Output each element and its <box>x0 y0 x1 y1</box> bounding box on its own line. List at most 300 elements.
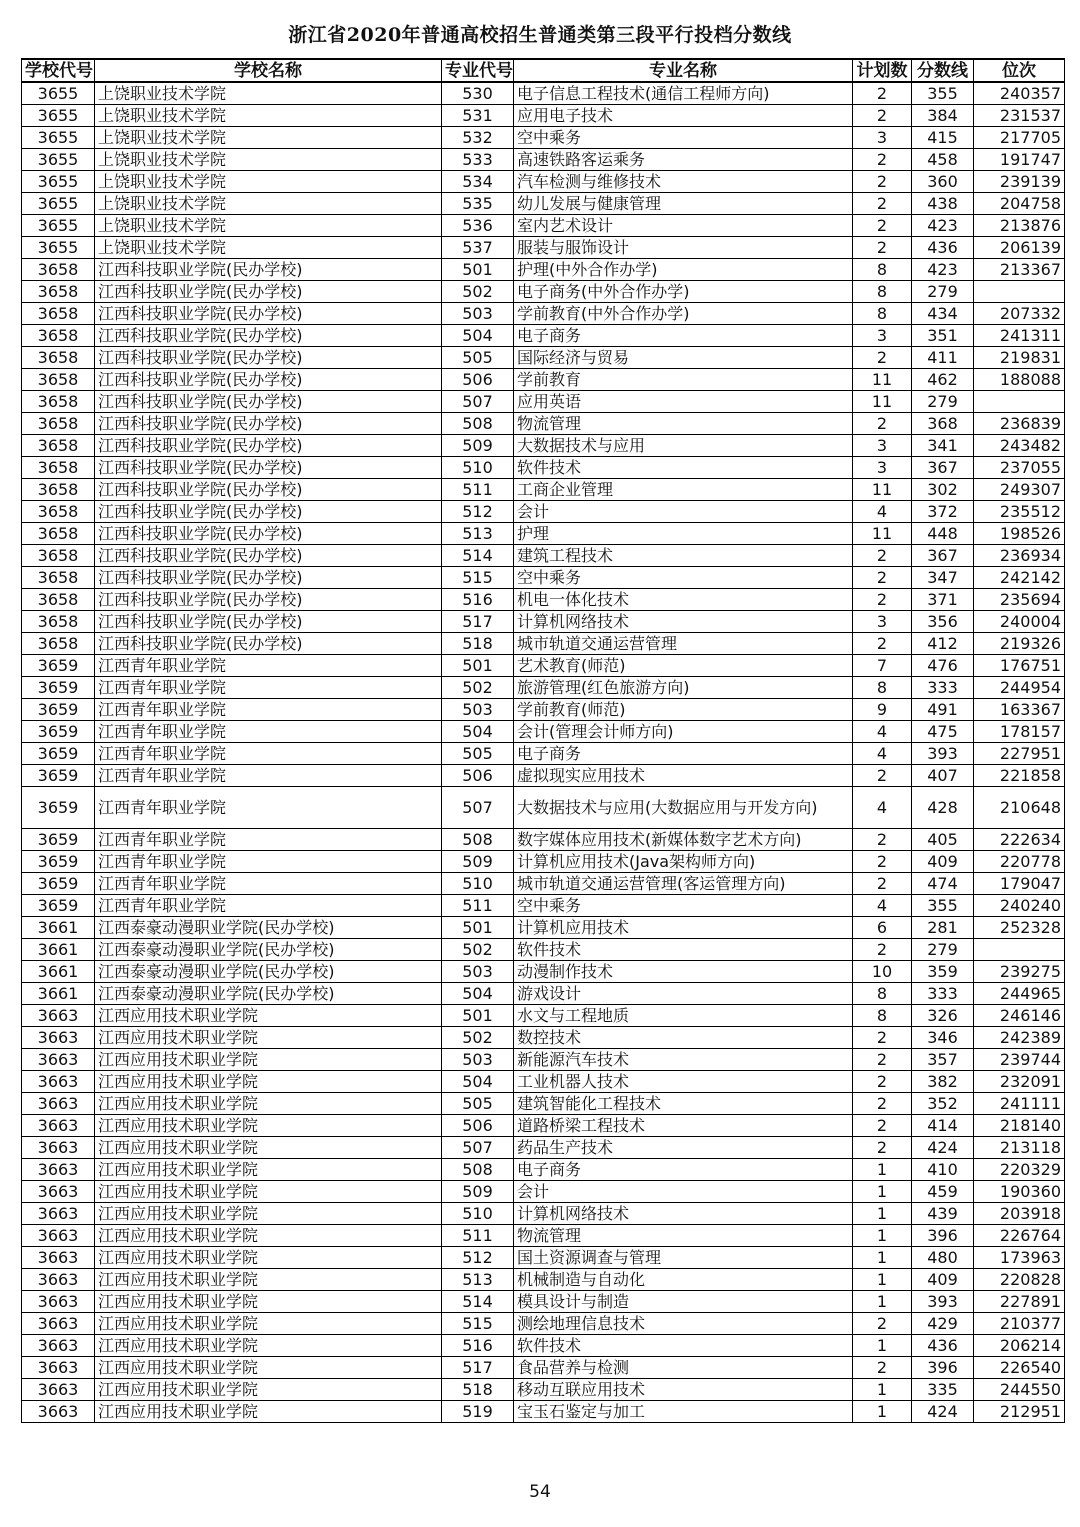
school-code-cell: 3663 <box>22 1225 95 1247</box>
table-row <box>22 939 1065 961</box>
school-name-cell: 上饶职业技术学院 <box>95 237 442 259</box>
rank-cell: 173963 <box>974 1247 1065 1269</box>
rank-cell: 207332 <box>974 303 1065 325</box>
rank-cell: 239139 <box>974 171 1065 193</box>
rank-cell: 249307 <box>974 479 1065 501</box>
school-code-cell: 3659 <box>22 743 95 765</box>
school-code-cell: 3658 <box>22 501 95 523</box>
school-name-cell: 江西应用技术职业学院 <box>95 1203 442 1225</box>
school-code-cell: 3655 <box>22 82 95 105</box>
plan-count-cell: 2 <box>853 1115 912 1137</box>
table-row <box>22 281 1065 303</box>
plan-count-cell: 2 <box>853 567 912 589</box>
major-name-cell: 软件技术 <box>514 457 853 479</box>
major-name-cell: 机电一体化技术 <box>514 589 853 611</box>
major-name-cell: 物流管理 <box>514 413 853 435</box>
table-header-row <box>22 59 1065 82</box>
table-row <box>22 917 1065 939</box>
major-code-cell: 504 <box>442 325 514 347</box>
major-code-cell: 537 <box>442 237 514 259</box>
school-code-cell: 3658 <box>22 523 95 545</box>
school-name-cell: 江西应用技术职业学院 <box>95 1027 442 1049</box>
school-name-cell: 江西青年职业学院 <box>95 851 442 873</box>
score-line-cell: 409 <box>912 1269 974 1291</box>
school-code-cell: 3655 <box>22 193 95 215</box>
score-line-cell: 333 <box>912 983 974 1005</box>
school-name-cell: 江西青年职业学院 <box>95 765 442 787</box>
table-row <box>22 1291 1065 1313</box>
major-code-cell: 510 <box>442 873 514 895</box>
table-row <box>22 1159 1065 1181</box>
header-score-line: 分数线 <box>912 59 974 82</box>
school-name-cell: 江西青年职业学院 <box>95 655 442 677</box>
score-line-cell: 424 <box>912 1137 974 1159</box>
school-code-cell: 3659 <box>22 787 95 829</box>
school-name-cell: 江西应用技术职业学院 <box>95 1049 442 1071</box>
school-code-cell: 3655 <box>22 127 95 149</box>
major-code-cell: 510 <box>442 1203 514 1225</box>
school-name-cell: 江西应用技术职业学院 <box>95 1247 442 1269</box>
school-code-cell: 3663 <box>22 1071 95 1093</box>
rank-cell: 240357 <box>974 82 1065 105</box>
major-name-cell: 应用英语 <box>514 391 853 413</box>
major-name-cell: 电子商务 <box>514 743 853 765</box>
score-line-cell: 423 <box>912 259 974 281</box>
plan-count-cell: 2 <box>853 193 912 215</box>
plan-count-cell: 11 <box>853 523 912 545</box>
table-row <box>22 961 1065 983</box>
major-name-cell: 学前教育(师范) <box>514 699 853 721</box>
table-row <box>22 545 1065 567</box>
score-line-cell: 448 <box>912 523 974 545</box>
major-code-cell: 509 <box>442 1181 514 1203</box>
major-name-cell: 计算机网络技术 <box>514 611 853 633</box>
major-name-cell: 会计 <box>514 501 853 523</box>
school-name-cell: 江西青年职业学院 <box>95 787 442 829</box>
major-name-cell: 大数据技术与应用 <box>514 435 853 457</box>
plan-count-cell: 7 <box>853 655 912 677</box>
plan-count-cell: 1 <box>853 1379 912 1401</box>
rank-cell: 246146 <box>974 1005 1065 1027</box>
rank-cell: 206139 <box>974 237 1065 259</box>
school-code-cell: 3659 <box>22 895 95 917</box>
school-code-cell: 3655 <box>22 237 95 259</box>
major-code-cell: 532 <box>442 127 514 149</box>
school-name-cell: 上饶职业技术学院 <box>95 105 442 127</box>
rank-cell: 163367 <box>974 699 1065 721</box>
school-code-cell: 3658 <box>22 611 95 633</box>
score-line-cell: 279 <box>912 281 974 303</box>
school-code-cell: 3663 <box>22 1203 95 1225</box>
plan-count-cell: 2 <box>853 1137 912 1159</box>
school-code-cell: 3658 <box>22 325 95 347</box>
score-line-cell: 355 <box>912 82 974 105</box>
table-row <box>22 873 1065 895</box>
table-row <box>22 787 1065 829</box>
plan-count-cell: 1 <box>853 1159 912 1181</box>
major-code-cell: 511 <box>442 479 514 501</box>
school-code-cell: 3658 <box>22 633 95 655</box>
header-major-code: 专业代号 <box>442 59 514 82</box>
rank-cell: 220329 <box>974 1159 1065 1181</box>
major-code-cell: 503 <box>442 1049 514 1071</box>
school-code-cell: 3658 <box>22 281 95 303</box>
school-code-cell: 3661 <box>22 961 95 983</box>
table-row <box>22 1335 1065 1357</box>
major-code-cell: 510 <box>442 457 514 479</box>
school-code-cell: 3663 <box>22 1291 95 1313</box>
rank-cell: 213118 <box>974 1137 1065 1159</box>
plan-count-cell: 4 <box>853 721 912 743</box>
table-row <box>22 1247 1065 1269</box>
school-name-cell: 江西应用技术职业学院 <box>95 1379 442 1401</box>
major-name-cell: 城市轨道交通运营管理(客运管理方向) <box>514 873 853 895</box>
major-name-cell: 艺术教育(师范) <box>514 655 853 677</box>
school-name-cell: 江西应用技术职业学院 <box>95 1159 442 1181</box>
major-name-cell: 机械制造与自动化 <box>514 1269 853 1291</box>
major-code-cell: 506 <box>442 1115 514 1137</box>
rank-cell: 243482 <box>974 435 1065 457</box>
school-code-cell: 3659 <box>22 677 95 699</box>
school-name-cell: 江西青年职业学院 <box>95 829 442 851</box>
school-code-cell: 3663 <box>22 1159 95 1181</box>
major-code-cell: 517 <box>442 1357 514 1379</box>
plan-count-cell: 2 <box>853 237 912 259</box>
plan-count-cell: 4 <box>853 743 912 765</box>
school-name-cell: 江西科技职业学院(民办学校) <box>95 435 442 457</box>
rank-cell: 237055 <box>974 457 1065 479</box>
major-name-cell: 空中乘务 <box>514 895 853 917</box>
plan-count-cell: 6 <box>853 917 912 939</box>
major-name-cell: 物流管理 <box>514 1225 853 1247</box>
school-code-cell: 3655 <box>22 171 95 193</box>
school-name-cell: 江西泰豪动漫职业学院(民办学校) <box>95 983 442 1005</box>
school-name-cell: 江西应用技术职业学院 <box>95 1093 442 1115</box>
major-code-cell: 504 <box>442 721 514 743</box>
table-row <box>22 655 1065 677</box>
plan-count-cell: 1 <box>853 1181 912 1203</box>
school-name-cell: 江西科技职业学院(民办学校) <box>95 523 442 545</box>
major-name-cell: 幼儿发展与健康管理 <box>514 193 853 215</box>
score-line-cell: 302 <box>912 479 974 501</box>
school-name-cell: 江西青年职业学院 <box>95 895 442 917</box>
plan-count-cell: 2 <box>853 1027 912 1049</box>
rank-cell: 244954 <box>974 677 1065 699</box>
rank-cell: 178157 <box>974 721 1065 743</box>
plan-count-cell: 1 <box>853 1225 912 1247</box>
major-name-cell: 室内艺术设计 <box>514 215 853 237</box>
table-row <box>22 1027 1065 1049</box>
school-name-cell: 江西科技职业学院(民办学校) <box>95 391 442 413</box>
plan-count-cell: 8 <box>853 983 912 1005</box>
school-code-cell: 3659 <box>22 873 95 895</box>
school-name-cell: 上饶职业技术学院 <box>95 127 442 149</box>
plan-count-cell: 3 <box>853 127 912 149</box>
major-name-cell: 计算机应用技术(Java架构师方向) <box>514 851 853 873</box>
major-name-cell: 水文与工程地质 <box>514 1005 853 1027</box>
major-name-cell: 电子商务 <box>514 325 853 347</box>
table-row <box>22 457 1065 479</box>
school-name-cell: 江西应用技术职业学院 <box>95 1137 442 1159</box>
plan-count-cell: 11 <box>853 391 912 413</box>
plan-count-cell: 8 <box>853 677 912 699</box>
plan-count-cell: 2 <box>853 171 912 193</box>
table-row <box>22 1181 1065 1203</box>
rank-cell: 217705 <box>974 127 1065 149</box>
score-line-cell: 359 <box>912 961 974 983</box>
table-row <box>22 699 1065 721</box>
table-row <box>22 369 1065 391</box>
rank-cell: 235694 <box>974 589 1065 611</box>
school-name-cell: 江西应用技术职业学院 <box>95 1313 442 1335</box>
major-code-cell: 515 <box>442 1313 514 1335</box>
major-name-cell: 建筑智能化工程技术 <box>514 1093 853 1115</box>
school-name-cell: 江西科技职业学院(民办学校) <box>95 545 442 567</box>
school-name-cell: 上饶职业技术学院 <box>95 171 442 193</box>
rank-cell: 204758 <box>974 193 1065 215</box>
major-code-cell: 503 <box>442 303 514 325</box>
school-code-cell: 3659 <box>22 699 95 721</box>
major-name-cell: 新能源汽车技术 <box>514 1049 853 1071</box>
table-row <box>22 215 1065 237</box>
school-name-cell: 江西科技职业学院(民办学校) <box>95 611 442 633</box>
school-code-cell: 3663 <box>22 1027 95 1049</box>
score-line-cell: 382 <box>912 1071 974 1093</box>
table-row <box>22 105 1065 127</box>
major-code-cell: 519 <box>442 1401 514 1423</box>
school-code-cell: 3658 <box>22 391 95 413</box>
score-line-cell: 429 <box>912 1313 974 1335</box>
school-code-cell: 3659 <box>22 765 95 787</box>
rank-cell: 241311 <box>974 325 1065 347</box>
school-name-cell: 江西科技职业学院(民办学校) <box>95 325 442 347</box>
school-name-cell: 江西泰豪动漫职业学院(民办学校) <box>95 939 442 961</box>
table-row <box>22 1071 1065 1093</box>
plan-count-cell: 1 <box>853 1203 912 1225</box>
rank-cell: 220828 <box>974 1269 1065 1291</box>
major-name-cell: 电子商务(中外合作办学) <box>514 281 853 303</box>
school-name-cell: 江西应用技术职业学院 <box>95 1401 442 1423</box>
rank-cell: 198526 <box>974 523 1065 545</box>
major-code-cell: 505 <box>442 347 514 369</box>
score-line-cell: 439 <box>912 1203 974 1225</box>
rank-cell: 213876 <box>974 215 1065 237</box>
table-row <box>22 1313 1065 1335</box>
major-name-cell: 模具设计与制造 <box>514 1291 853 1313</box>
major-code-cell: 509 <box>442 851 514 873</box>
plan-count-cell: 3 <box>853 435 912 457</box>
school-name-cell: 江西青年职业学院 <box>95 873 442 895</box>
score-line-cell: 423 <box>912 215 974 237</box>
school-name-cell: 江西应用技术职业学院 <box>95 1357 442 1379</box>
school-name-cell: 江西科技职业学院(民办学校) <box>95 303 442 325</box>
header-major-name: 专业名称 <box>514 59 853 82</box>
page-title: 浙江省2020年普通高校招生普通类第三段平行投档分数线 <box>288 24 792 46</box>
plan-count-cell: 2 <box>853 1093 912 1115</box>
rank-cell: 221858 <box>974 765 1065 787</box>
score-line-cell: 281 <box>912 917 974 939</box>
major-name-cell: 电子商务 <box>514 1159 853 1181</box>
header-school-code: 学校代号 <box>22 59 95 82</box>
plan-count-cell: 8 <box>853 303 912 325</box>
score-line-cell: 405 <box>912 829 974 851</box>
school-name-cell: 江西应用技术职业学院 <box>95 1181 442 1203</box>
school-code-cell: 3663 <box>22 1247 95 1269</box>
major-name-cell: 数字媒体应用技术(新媒体数字艺术方向) <box>514 829 853 851</box>
score-line-cell: 341 <box>912 435 974 457</box>
school-code-cell: 3658 <box>22 303 95 325</box>
plan-count-cell: 1 <box>853 1269 912 1291</box>
rank-cell: 227951 <box>974 743 1065 765</box>
major-code-cell: 515 <box>442 567 514 589</box>
major-code-cell: 513 <box>442 523 514 545</box>
score-line-cell: 475 <box>912 721 974 743</box>
major-code-cell: 513 <box>442 1269 514 1291</box>
major-code-cell: 502 <box>442 677 514 699</box>
plan-count-cell: 2 <box>853 829 912 851</box>
table-row <box>22 895 1065 917</box>
score-line-cell: 407 <box>912 765 974 787</box>
score-line-cell: 396 <box>912 1357 974 1379</box>
rank-cell: 244965 <box>974 983 1065 1005</box>
score-line-cell: 474 <box>912 873 974 895</box>
major-code-cell: 502 <box>442 281 514 303</box>
rank-cell: 236839 <box>974 413 1065 435</box>
score-line-cell: 368 <box>912 413 974 435</box>
major-code-cell: 506 <box>442 369 514 391</box>
major-name-cell: 学前教育 <box>514 369 853 391</box>
major-name-cell: 护理 <box>514 523 853 545</box>
score-line-cell: 480 <box>912 1247 974 1269</box>
table-row <box>22 633 1065 655</box>
plan-count-cell: 2 <box>853 347 912 369</box>
table-row <box>22 171 1065 193</box>
table-row <box>22 851 1065 873</box>
school-code-cell: 3663 <box>22 1005 95 1027</box>
major-code-cell: 514 <box>442 1291 514 1313</box>
school-code-cell: 3659 <box>22 655 95 677</box>
table-row <box>22 1137 1065 1159</box>
plan-count-cell: 11 <box>853 479 912 501</box>
plan-count-cell: 8 <box>853 259 912 281</box>
school-code-cell: 3658 <box>22 347 95 369</box>
major-name-cell: 食品营养与检测 <box>514 1357 853 1379</box>
score-line-cell: 476 <box>912 655 974 677</box>
major-name-cell: 测绘地理信息技术 <box>514 1313 853 1335</box>
header-school-name: 学校名称 <box>95 59 442 82</box>
school-name-cell: 上饶职业技术学院 <box>95 82 442 105</box>
school-name-cell: 江西科技职业学院(民办学校) <box>95 369 442 391</box>
school-code-cell: 3658 <box>22 479 95 501</box>
score-line-cell: 384 <box>912 105 974 127</box>
rank-cell: 176751 <box>974 655 1065 677</box>
major-code-cell: 508 <box>442 413 514 435</box>
rank-cell: 239744 <box>974 1049 1065 1071</box>
table-row <box>22 677 1065 699</box>
major-code-cell: 502 <box>442 1027 514 1049</box>
rank-cell: 244550 <box>974 1379 1065 1401</box>
table-row <box>22 1115 1065 1137</box>
school-name-cell: 江西应用技术职业学院 <box>95 1071 442 1093</box>
school-code-cell: 3658 <box>22 413 95 435</box>
school-name-cell: 上饶职业技术学院 <box>95 149 442 171</box>
score-line-cell: 355 <box>912 895 974 917</box>
rank-cell: 240240 <box>974 895 1065 917</box>
major-code-cell: 530 <box>442 82 514 105</box>
major-code-cell: 516 <box>442 1335 514 1357</box>
major-name-cell: 工业机器人技术 <box>514 1071 853 1093</box>
rank-cell: 227891 <box>974 1291 1065 1313</box>
major-name-cell: 国际经济与贸易 <box>514 347 853 369</box>
major-code-cell: 512 <box>442 501 514 523</box>
rank-cell: 226764 <box>974 1225 1065 1247</box>
major-code-cell: 535 <box>442 193 514 215</box>
school-code-cell: 3661 <box>22 983 95 1005</box>
school-name-cell: 江西科技职业学院(民办学校) <box>95 413 442 435</box>
header-rank: 位次 <box>974 59 1065 82</box>
major-code-cell: 531 <box>442 105 514 127</box>
major-name-cell: 数控技术 <box>514 1027 853 1049</box>
plan-count-cell: 2 <box>853 545 912 567</box>
score-line-cell: 335 <box>912 1379 974 1401</box>
rank-cell: 190360 <box>974 1181 1065 1203</box>
page-number: 54 <box>529 1482 551 1502</box>
score-line-cell: 415 <box>912 127 974 149</box>
major-name-cell: 药品生产技术 <box>514 1137 853 1159</box>
major-code-cell: 508 <box>442 829 514 851</box>
plan-count-cell: 2 <box>853 149 912 171</box>
major-code-cell: 536 <box>442 215 514 237</box>
school-name-cell: 上饶职业技术学院 <box>95 193 442 215</box>
major-code-cell: 534 <box>442 171 514 193</box>
major-code-cell: 512 <box>442 1247 514 1269</box>
major-code-cell: 508 <box>442 1159 514 1181</box>
rank-cell: 242142 <box>974 567 1065 589</box>
school-code-cell: 3658 <box>22 457 95 479</box>
table-body <box>22 82 1065 1423</box>
rank-cell: 220778 <box>974 851 1065 873</box>
table-row <box>22 523 1065 545</box>
score-line-cell: 409 <box>912 851 974 873</box>
rank-cell: 241111 <box>974 1093 1065 1115</box>
school-code-cell: 3658 <box>22 589 95 611</box>
major-name-cell: 电子信息工程技术(通信工程师方向) <box>514 82 853 105</box>
school-name-cell: 江西青年职业学院 <box>95 699 442 721</box>
table-row <box>22 721 1065 743</box>
table-row <box>22 1357 1065 1379</box>
major-code-cell: 503 <box>442 961 514 983</box>
table-row <box>22 743 1065 765</box>
major-name-cell: 汽车检测与维修技术 <box>514 171 853 193</box>
plan-count-cell: 8 <box>853 281 912 303</box>
major-code-cell: 518 <box>442 633 514 655</box>
score-line-cell: 462 <box>912 369 974 391</box>
major-code-cell: 533 <box>442 149 514 171</box>
school-code-cell: 3661 <box>22 939 95 961</box>
rank-cell <box>974 391 1065 413</box>
score-line-cell: 424 <box>912 1401 974 1423</box>
table-row <box>22 325 1065 347</box>
rank-cell: 203918 <box>974 1203 1065 1225</box>
score-line-cell: 367 <box>912 457 974 479</box>
major-code-cell: 505 <box>442 743 514 765</box>
major-name-cell: 虚拟现实应用技术 <box>514 765 853 787</box>
school-code-cell: 3655 <box>22 215 95 237</box>
plan-count-cell: 2 <box>853 1357 912 1379</box>
plan-count-cell: 2 <box>853 215 912 237</box>
plan-count-cell: 2 <box>853 589 912 611</box>
rank-cell: 188088 <box>974 369 1065 391</box>
